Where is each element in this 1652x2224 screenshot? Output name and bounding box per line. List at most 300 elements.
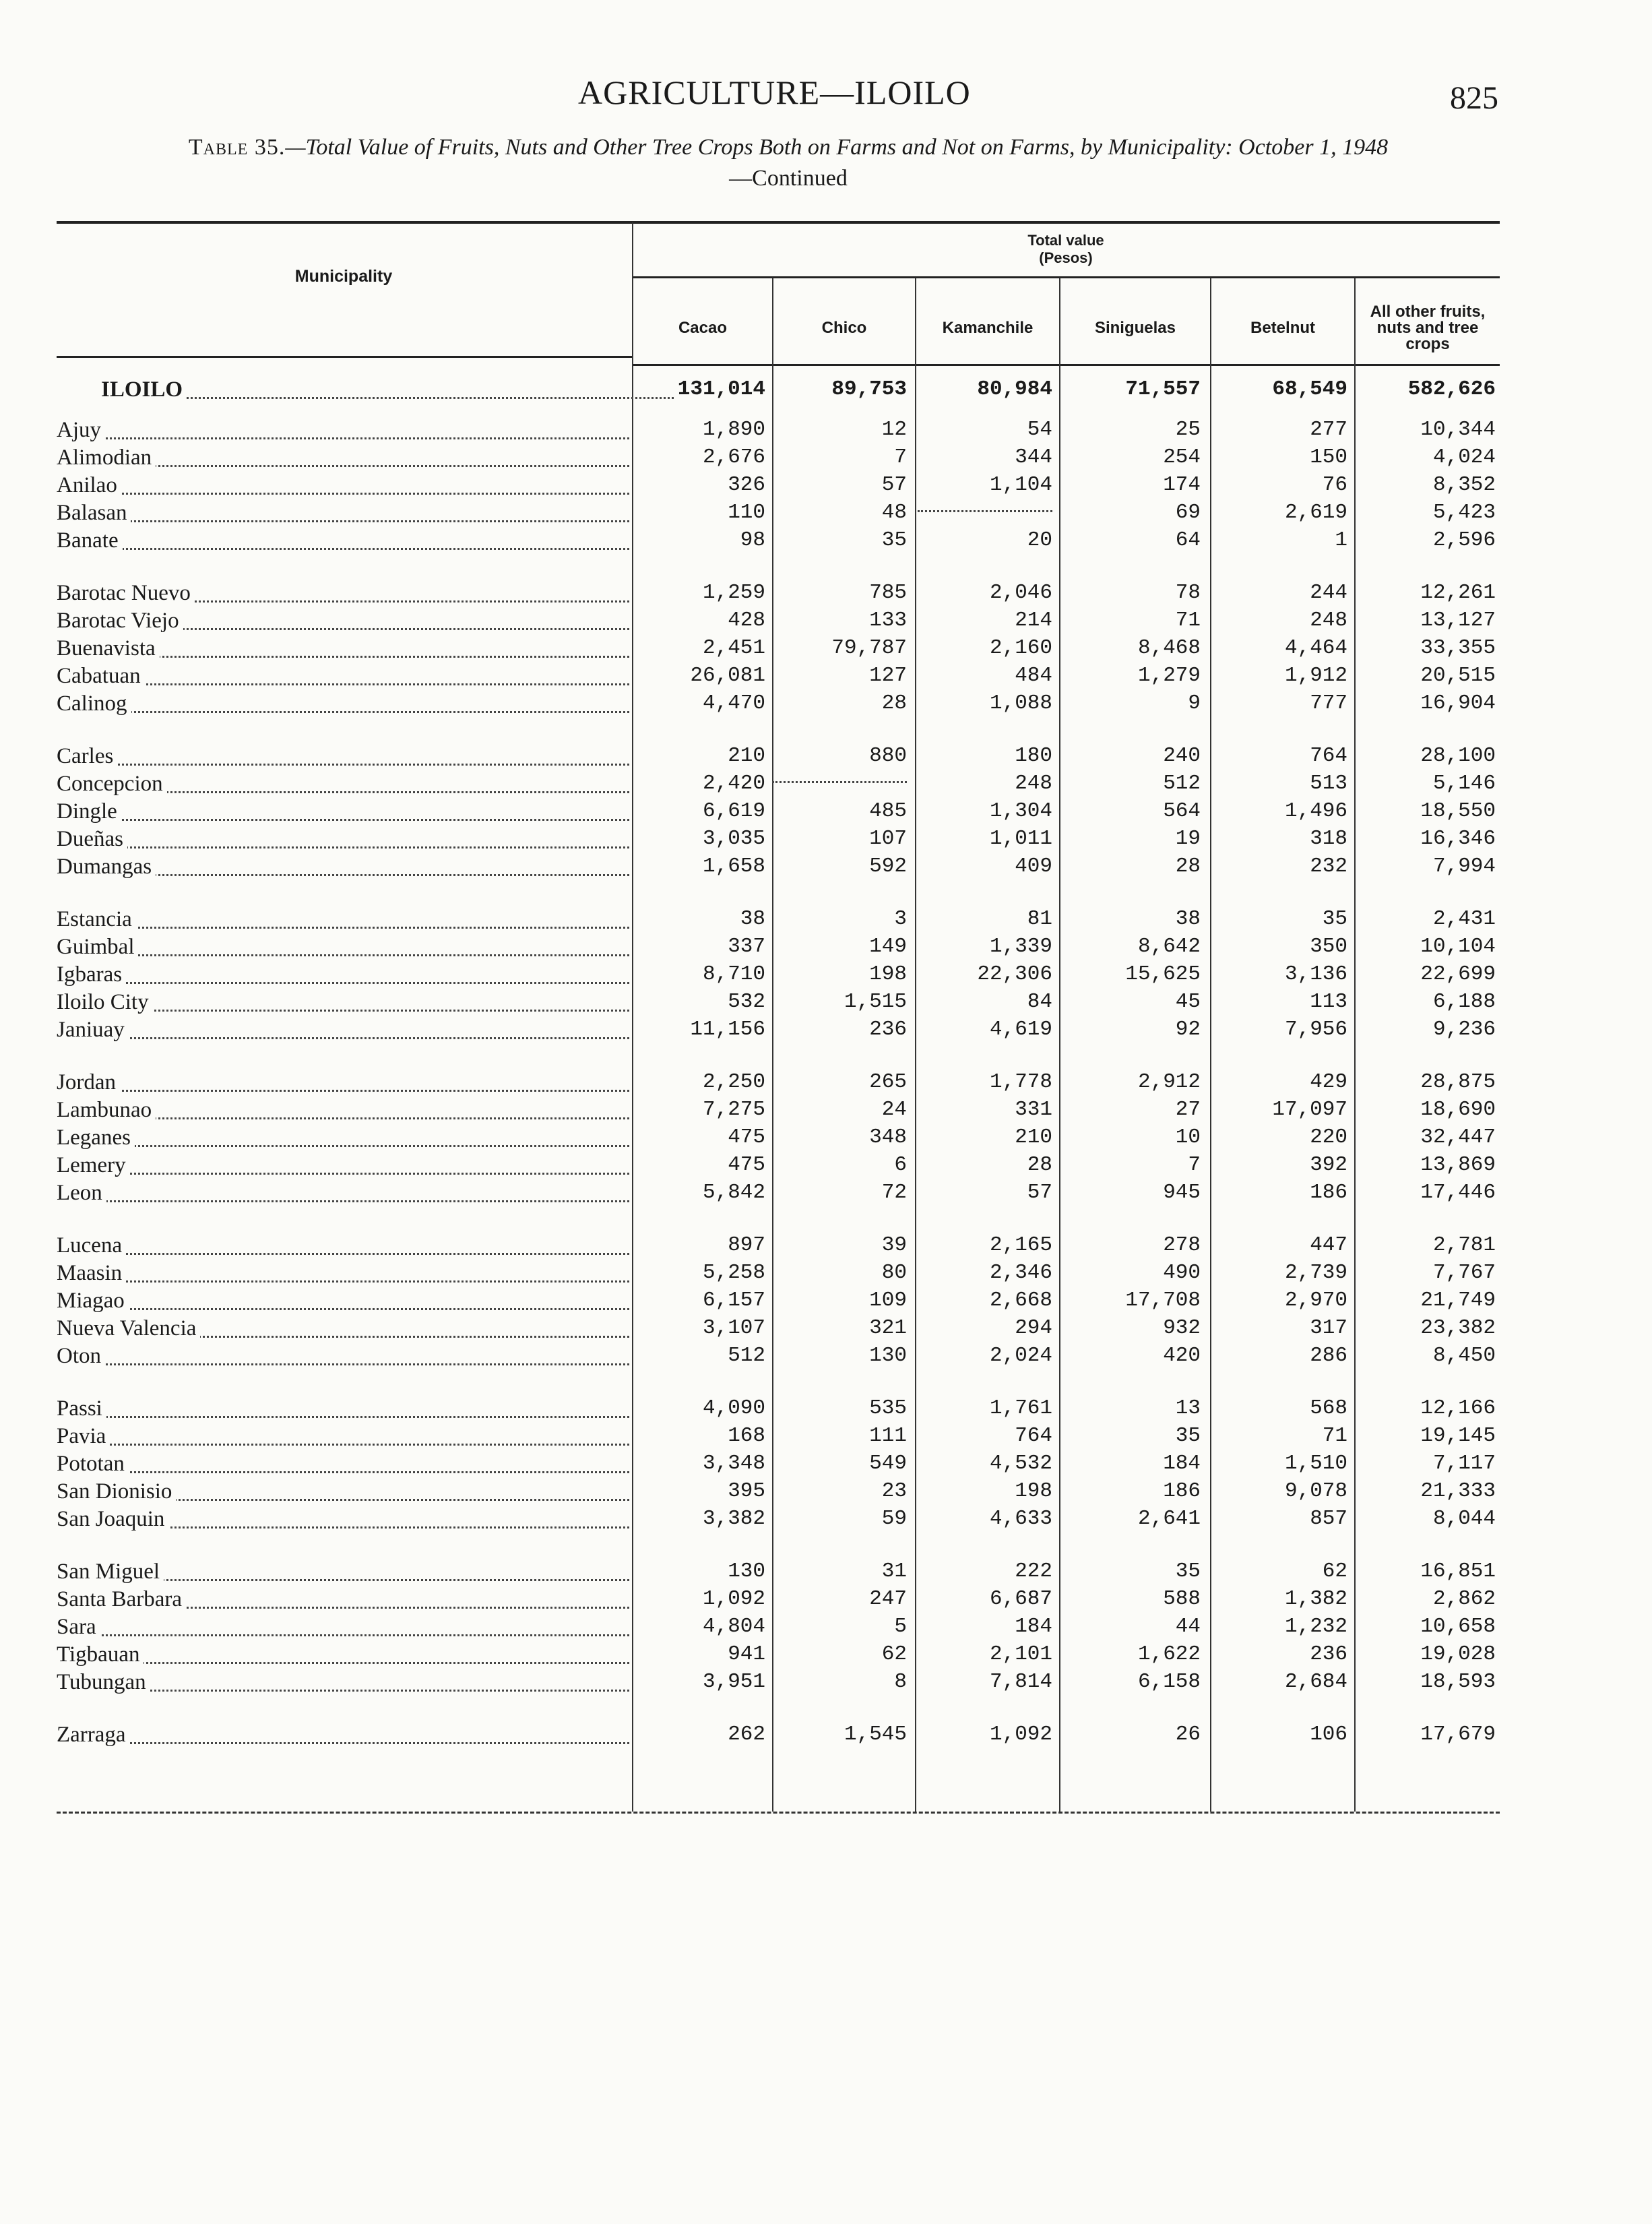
value-cell: 294	[1015, 1316, 1052, 1340]
value-cell: 513	[1310, 772, 1347, 795]
value-cell: 420	[1163, 1344, 1201, 1367]
stub-header: Municipality	[294, 267, 393, 286]
running-title: AGRICULTURE—ILOILO	[578, 73, 971, 111]
value-cell: 38	[740, 907, 765, 931]
value-cell: 17,708	[1125, 1289, 1201, 1312]
municipality-label: Pototan	[57, 1452, 129, 1476]
table-row	[0, 1316, 1652, 1343]
value-cell: 9,236	[1432, 1018, 1496, 1041]
table-row	[0, 1642, 1652, 1669]
value-cell: 2,641	[1137, 1507, 1201, 1531]
leader-dots	[57, 711, 629, 713]
value-cell: 71	[1322, 1424, 1347, 1448]
value-cell: 110	[728, 501, 765, 524]
municipality-name	[57, 1125, 629, 1150]
municipality-name	[57, 1098, 629, 1122]
value-cell: 1,382	[1284, 1587, 1347, 1611]
municipality-name	[57, 855, 629, 879]
municipality-label: Oton	[57, 1344, 105, 1368]
leader-dots	[57, 1471, 629, 1473]
value-cell: 17,446	[1420, 1181, 1496, 1204]
value-cell: 106	[1310, 1723, 1347, 1746]
municipality-name	[57, 1670, 629, 1694]
value-cell: 1,232	[1284, 1615, 1347, 1638]
municipality-label: ILOILO	[101, 377, 187, 402]
value-cell: 428	[728, 609, 765, 632]
value-cell: 57	[1027, 1181, 1052, 1204]
value-cell: 8,352	[1432, 473, 1496, 497]
value-cell: 27	[1175, 1098, 1201, 1121]
municipality-label: Leon	[57, 1181, 106, 1205]
value-cell: 64	[1175, 528, 1201, 552]
municipality-label: Tigbauan	[57, 1642, 144, 1667]
value-cell: 109	[869, 1289, 907, 1312]
municipality-name	[57, 664, 629, 688]
value-cell: 180	[1015, 744, 1052, 768]
value-cell: 512	[1163, 772, 1201, 795]
municipality-label: Nueva Valencia	[57, 1316, 200, 1340]
municipality-name	[57, 1507, 629, 1531]
value-cell: 2,431	[1432, 907, 1496, 931]
table-row	[0, 1452, 1652, 1479]
value-cell: 198	[869, 962, 907, 986]
leader-dots	[57, 1173, 629, 1175]
value-cell: 35	[881, 528, 907, 552]
municipality-name	[57, 1642, 629, 1667]
value-cell: 1,890	[702, 418, 765, 441]
table-row	[0, 1587, 1652, 1614]
municipality-name	[57, 1261, 629, 1285]
table-row	[0, 473, 1652, 500]
value-cell: 1,088	[989, 691, 1052, 715]
value-cell: 69	[1175, 501, 1201, 524]
municipality-label: Dingle	[57, 799, 121, 824]
municipality-label: Ajuy	[57, 418, 105, 442]
header-bottom-rule	[57, 356, 633, 358]
table-row	[0, 799, 1652, 826]
value-cell: 2,862	[1432, 1587, 1496, 1611]
value-cell: 15,625	[1125, 962, 1201, 986]
value-cell: 484	[1015, 664, 1052, 687]
column-header: All other fruits, nuts and tree crops	[1370, 303, 1486, 353]
value-cell	[918, 501, 1052, 525]
municipality-name	[57, 1396, 629, 1421]
table-row	[0, 1070, 1652, 1097]
municipality-name	[57, 418, 629, 442]
municipality-name	[57, 1289, 629, 1313]
value-cell: 32,447	[1420, 1125, 1496, 1149]
value-cell: 10,344	[1420, 418, 1496, 441]
value-cell: 20,515	[1420, 664, 1496, 687]
leader-dots	[57, 982, 629, 984]
municipality-label: Janiuay	[57, 1018, 129, 1042]
value-cell: 12,261	[1420, 581, 1496, 605]
municipality-name	[57, 1559, 629, 1584]
value-cell: 19,028	[1420, 1642, 1496, 1666]
value-cell: 39	[881, 1233, 907, 1257]
municipality-name	[57, 1070, 629, 1094]
value-cell: 1,545	[844, 1723, 907, 1746]
leader-dots	[57, 954, 629, 956]
municipality-name	[57, 445, 629, 470]
value-cell: 4,464	[1284, 636, 1347, 660]
value-cell: 10	[1175, 1125, 1201, 1149]
value-cell: 6,687	[989, 1587, 1052, 1611]
value-cell: 2,346	[989, 1261, 1052, 1285]
value-cell: 130	[728, 1559, 765, 1583]
value-cell: 214	[1015, 609, 1052, 632]
leader-dots	[57, 764, 629, 766]
value-cell: 1,011	[989, 827, 1052, 851]
value-cell: 262	[728, 1723, 765, 1746]
table-row	[0, 1344, 1652, 1371]
value-cell: 184	[1163, 1452, 1201, 1475]
value-cell: 71,557	[1125, 377, 1201, 401]
value-cell: 184	[1015, 1615, 1052, 1638]
municipality-name	[57, 1615, 629, 1639]
value-cell: 1,304	[989, 799, 1052, 823]
value-cell: 1,496	[1284, 799, 1347, 823]
value-cell: 26	[1175, 1723, 1201, 1746]
value-cell: 130	[869, 1344, 907, 1367]
value-cell: 2,046	[989, 581, 1052, 605]
table-row	[0, 1098, 1652, 1125]
value-cell: 17,097	[1272, 1098, 1347, 1121]
value-cell: 490	[1163, 1261, 1201, 1285]
municipality-label: Balasan	[57, 501, 131, 525]
value-cell: 13	[1175, 1396, 1201, 1420]
municipality-label: Estancia	[57, 907, 136, 931]
table-row	[0, 1396, 1652, 1423]
value-cell: 5,423	[1432, 501, 1496, 524]
leader-dots	[57, 927, 629, 929]
value-cell: 62	[1322, 1559, 1347, 1583]
value-cell: 10,104	[1420, 935, 1496, 958]
value-cell: 1	[1335, 528, 1347, 552]
value-cell: 84	[1027, 990, 1052, 1014]
value-cell: 16,851	[1420, 1559, 1496, 1583]
value-cell: 3,136	[1284, 962, 1347, 986]
value-cell: 1,515	[844, 990, 907, 1014]
value-cell: 113	[1310, 990, 1347, 1014]
value-cell: 12,166	[1420, 1396, 1496, 1420]
municipality-name	[57, 1233, 629, 1258]
value-cell: 6	[894, 1153, 907, 1177]
municipality-label: Alimodian	[57, 445, 156, 470]
leader-dots	[101, 397, 674, 399]
municipality-label: Iloilo City	[57, 990, 153, 1014]
municipality-name	[57, 1018, 629, 1042]
table-row	[0, 990, 1652, 1017]
municipality-name	[57, 827, 629, 851]
value-cell: 777	[1310, 691, 1347, 715]
municipality-label: Sara	[57, 1615, 100, 1639]
value-cell: 485	[869, 799, 907, 823]
value-cell: 317	[1310, 1316, 1347, 1340]
table-row	[0, 962, 1652, 989]
municipality-name	[57, 1424, 629, 1448]
value-cell: 198	[1015, 1479, 1052, 1503]
value-cell: 4,470	[702, 691, 765, 715]
value-cell: 1,104	[989, 473, 1052, 497]
value-cell: 12	[881, 418, 907, 441]
table-row	[0, 636, 1652, 663]
value-cell: 210	[1015, 1125, 1052, 1149]
value-cell: 127	[869, 664, 907, 687]
value-cell: 7	[1188, 1153, 1201, 1177]
value-cell: 81	[1027, 907, 1052, 931]
value-cell: 72	[881, 1181, 907, 1204]
municipality-name	[57, 799, 629, 824]
value-cell: 25	[1175, 418, 1201, 441]
value-cell: 2,160	[989, 636, 1052, 660]
spanner-header	[635, 232, 1497, 267]
page-number: 825	[1450, 80, 1498, 116]
value-cell: 2,451	[702, 636, 765, 660]
value-cell: 2,739	[1284, 1261, 1347, 1285]
value-cell: 764	[1015, 1424, 1052, 1448]
table-row	[0, 528, 1652, 555]
value-cell: 31	[881, 1559, 907, 1583]
municipality-name	[57, 990, 629, 1014]
municipality-name	[57, 1587, 629, 1611]
value-cell: 28	[881, 691, 907, 715]
value-cell: 21,333	[1420, 1479, 1496, 1503]
value-cell: 11,156	[690, 1018, 765, 1041]
table-row	[0, 1723, 1652, 1750]
value-cell: 232	[1310, 855, 1347, 878]
value-cell: 38	[1175, 907, 1201, 931]
value-cell: 35	[1175, 1424, 1201, 1448]
value-cell: 785	[869, 581, 907, 605]
value-cell: 8,450	[1432, 1344, 1496, 1367]
value-cell: 210	[728, 744, 765, 768]
table-row	[0, 827, 1652, 854]
value-cell: 447	[1310, 1233, 1347, 1257]
value-cell: 92	[1175, 1018, 1201, 1041]
value-cell: 6,619	[702, 799, 765, 823]
value-cell: 3,348	[702, 1452, 765, 1475]
value-cell: 588	[1163, 1587, 1201, 1611]
value-cell: 348	[869, 1125, 907, 1149]
municipality-name	[57, 962, 629, 987]
value-cell: 392	[1310, 1153, 1347, 1177]
municipality-label: Jordan	[57, 1070, 120, 1094]
municipality-label: Lemery	[57, 1153, 130, 1177]
value-cell: 582,626	[1407, 377, 1496, 401]
value-cell: 98	[740, 528, 765, 552]
value-cell: 4,633	[989, 1507, 1052, 1531]
table-row	[0, 1424, 1652, 1451]
leader-dots	[57, 1416, 629, 1418]
municipality-name	[57, 772, 629, 796]
value-cell: 8,044	[1432, 1507, 1496, 1531]
value-cell: 1,510	[1284, 1452, 1347, 1475]
municipality-label: Dueñas	[57, 827, 127, 851]
leader-dots	[57, 1280, 629, 1283]
leader-dots	[57, 1145, 629, 1147]
value-cell: 4,090	[702, 1396, 765, 1420]
value-cell: 3,035	[702, 827, 765, 851]
municipality-name	[57, 1452, 629, 1476]
value-cell: 475	[728, 1125, 765, 1149]
value-cell: 236	[1310, 1642, 1347, 1666]
value-cell: 3,382	[702, 1507, 765, 1531]
leader-dots	[57, 493, 629, 495]
column-header: Siniguelas	[1094, 319, 1176, 337]
value-cell: 2,912	[1137, 1070, 1201, 1094]
municipality-name	[57, 1181, 629, 1205]
table-row	[0, 664, 1652, 691]
value-cell: 23	[881, 1479, 907, 1503]
spanner-header-text: Total value	[1027, 232, 1104, 249]
value-cell: 18,593	[1420, 1670, 1496, 1694]
value-cell: 2,668	[989, 1289, 1052, 1312]
table-bottom-rule	[57, 1812, 1500, 1814]
table-row	[0, 1233, 1652, 1260]
value-cell: 244	[1310, 581, 1347, 605]
empty-value-leader	[918, 510, 1052, 512]
value-cell: 286	[1310, 1344, 1347, 1367]
value-cell: 186	[1163, 1479, 1201, 1503]
municipality-name	[57, 1344, 629, 1368]
municipality-label: Buenavista	[57, 636, 160, 660]
table-row	[0, 1261, 1652, 1288]
value-cell: 111	[869, 1424, 907, 1448]
value-cell: 337	[728, 935, 765, 958]
value-cell: 512	[728, 1344, 765, 1367]
value-cell: 28,100	[1420, 744, 1496, 768]
value-cell: 277	[1310, 418, 1347, 441]
value-cell: 4,804	[702, 1615, 765, 1638]
leader-dots	[57, 819, 629, 821]
value-cell: 131,014	[677, 377, 765, 401]
value-cell: 2,101	[989, 1642, 1052, 1666]
leader-dots	[57, 1363, 629, 1365]
value-cell: 13,127	[1420, 609, 1496, 632]
value-cell: 8,642	[1137, 935, 1201, 958]
value-cell: 18,550	[1420, 799, 1496, 823]
municipality-label: Guimbal	[57, 935, 138, 959]
municipality-label: Anilao	[57, 473, 121, 497]
value-cell: 278	[1163, 1233, 1201, 1257]
value-cell: 236	[869, 1018, 907, 1041]
municipality-name	[57, 691, 629, 716]
column-header: Cacao	[678, 319, 728, 337]
table-row	[0, 581, 1652, 608]
value-cell: 2,250	[702, 1070, 765, 1094]
value-cell: 89,753	[831, 377, 907, 401]
leader-dots	[57, 1090, 629, 1092]
municipality-name	[57, 907, 629, 931]
table-continued: —Continued	[729, 166, 848, 191]
municipality-name	[101, 377, 674, 402]
municipality-name	[57, 581, 629, 605]
value-cell: 2,024	[989, 1344, 1052, 1367]
value-cell: 20	[1027, 528, 1052, 552]
value-cell: 4,619	[989, 1018, 1052, 1041]
value-cell: 6,158	[1137, 1670, 1201, 1694]
value-cell: 549	[869, 1452, 907, 1475]
table-row	[0, 1153, 1652, 1180]
value-cell: 3,951	[702, 1670, 765, 1694]
table-row	[0, 1615, 1652, 1642]
value-cell: 5,146	[1432, 772, 1496, 795]
value-cell: 764	[1310, 744, 1347, 768]
value-cell: 62	[881, 1642, 907, 1666]
value-cell: 5,842	[702, 1181, 765, 1204]
municipality-label: Maasin	[57, 1261, 126, 1285]
table-row	[0, 609, 1652, 636]
value-cell: 564	[1163, 799, 1201, 823]
value-cell: 326	[728, 473, 765, 497]
value-cell: 35	[1322, 907, 1347, 931]
value-cell: 16,346	[1420, 827, 1496, 851]
value-cell: 429	[1310, 1070, 1347, 1094]
value-cell: 3,107	[702, 1316, 765, 1340]
municipality-label: San Dionisio	[57, 1479, 176, 1504]
value-cell: 3	[894, 907, 907, 931]
value-cell: 7,956	[1284, 1018, 1347, 1041]
municipality-label: Barotac Nuevo	[57, 581, 195, 605]
value-cell: 254	[1163, 445, 1201, 469]
value-cell: 28,875	[1420, 1070, 1496, 1094]
value-cell: 945	[1163, 1181, 1201, 1204]
value-cell: 22,699	[1420, 962, 1496, 986]
value-cell: 7	[894, 445, 907, 469]
empty-value-leader	[772, 781, 907, 783]
value-cell: 79,787	[831, 636, 907, 660]
value-cell: 1,092	[989, 1723, 1052, 1746]
value-cell: 7,275	[702, 1098, 765, 1121]
table-row	[0, 855, 1652, 882]
leader-dots	[57, 846, 629, 848]
value-cell: 59	[881, 1507, 907, 1531]
table-row	[0, 772, 1652, 799]
table-row	[0, 935, 1652, 962]
municipality-name	[57, 744, 629, 768]
value-cell: 247	[869, 1587, 907, 1611]
leader-dots	[57, 1308, 629, 1310]
table-row	[0, 501, 1652, 528]
municipality-label: Lucena	[57, 1233, 126, 1258]
value-cell: 2,676	[702, 445, 765, 469]
header-top-rule	[57, 221, 1500, 224]
leader-dots	[57, 1444, 629, 1446]
table-row	[0, 691, 1652, 718]
value-cell: 26,081	[690, 664, 765, 687]
table-row	[0, 907, 1652, 934]
value-cell: 17,679	[1420, 1723, 1496, 1746]
value-cell: 149	[869, 935, 907, 958]
municipality-label: Concepcion	[57, 772, 167, 796]
value-cell: 35	[1175, 1559, 1201, 1583]
table-row	[0, 1125, 1652, 1152]
value-cell: 21,749	[1420, 1289, 1496, 1312]
value-cell: 22,306	[977, 962, 1052, 986]
value-cell: 2,781	[1432, 1233, 1496, 1257]
value-cell: 7,767	[1432, 1261, 1496, 1285]
municipality-label: Passi	[57, 1396, 106, 1421]
leader-dots	[57, 1200, 629, 1202]
table-row	[0, 1670, 1652, 1697]
value-cell: 1,259	[702, 581, 765, 605]
value-cell: 8,710	[702, 962, 765, 986]
column-header: Chico	[821, 319, 867, 337]
municipality-label: Cabatuan	[57, 664, 145, 688]
table-row	[0, 1289, 1652, 1316]
value-cell: 1,778	[989, 1070, 1052, 1094]
